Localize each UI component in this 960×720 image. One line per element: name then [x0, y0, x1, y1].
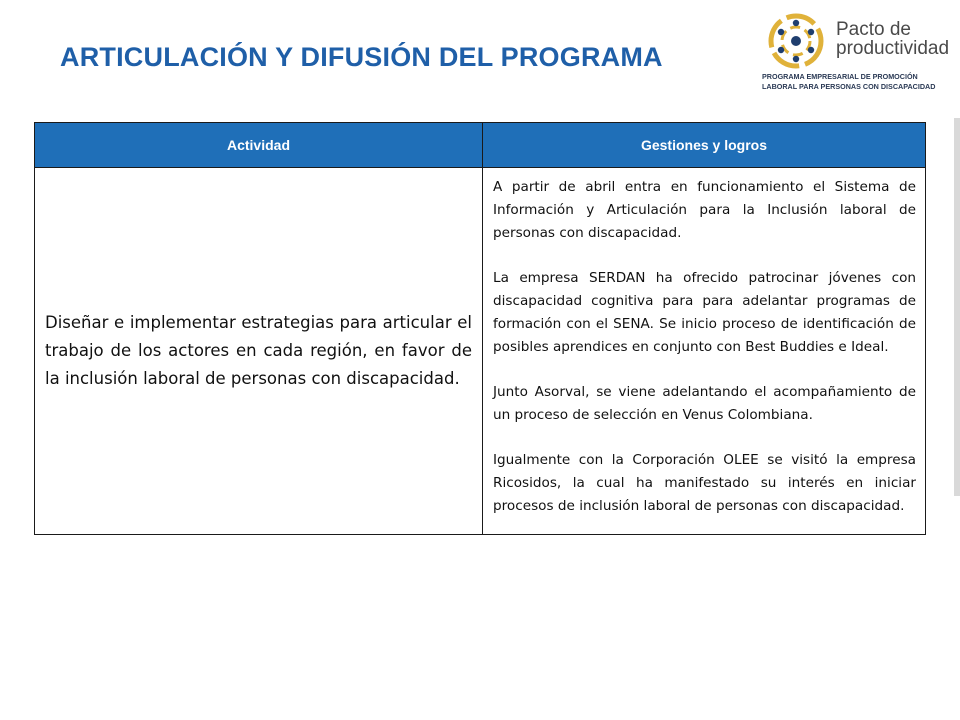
logo-tagline-line1: PROGRAMA EMPRESARIAL DE PROMOCIÓN [762, 72, 918, 81]
logo-tagline [762, 72, 954, 92]
header-activity: Actividad [35, 123, 483, 168]
logo-tagline-line2: LABORAL PARA PERSONAS CON DISCAPACIDAD [762, 82, 936, 91]
logo-name [836, 20, 954, 58]
table-header-row [35, 123, 926, 168]
logo-name-line1: Pacto de [836, 19, 911, 40]
pacto-logo [762, 10, 954, 106]
table-row [35, 168, 926, 535]
logo-name-line2: productividad [836, 38, 950, 59]
results-cell [483, 168, 926, 535]
result-paragraph: Igualmente con la Corporación OLEE se visitó la empresa Ricosidos, la cual ha manifestado su interés en iniciar procesos de inclusión laboral de personas con discapacidad. [493, 452, 916, 514]
pacto-logo-icon [762, 10, 832, 72]
activity-cell: Diseñar e implementar estrategias para articular el trabajo de los actores en cada región, en favor de la inclusión laboral de personas con discapacidad. [35, 168, 483, 535]
activities-table [34, 122, 926, 535]
result-paragraph: A partir de abril entra en funcionamiento el Sistema de Información y Articulación para la Inclusión laboral de personas con discapacidad. [493, 179, 916, 241]
side-tab [954, 118, 960, 496]
page-title: ARTICULACIÓN Y DIFUSIÓN DEL PROGRAMA [60, 42, 663, 72]
header-results: Gestiones y logros [483, 123, 926, 168]
result-paragraph: Junto Asorval, se viene adelantando el acompañamiento de un proceso de selección en Venus Colombiana. [493, 384, 916, 423]
result-paragraph: La empresa SERDAN ha ofrecido patrocinar jóvenes con discapacidad cognitiva para para adelantar programas de formación con el SENA. Se inicio proceso de identificación de posibles aprendices en conjunto con Best Buddies e Ideal. [493, 270, 916, 355]
